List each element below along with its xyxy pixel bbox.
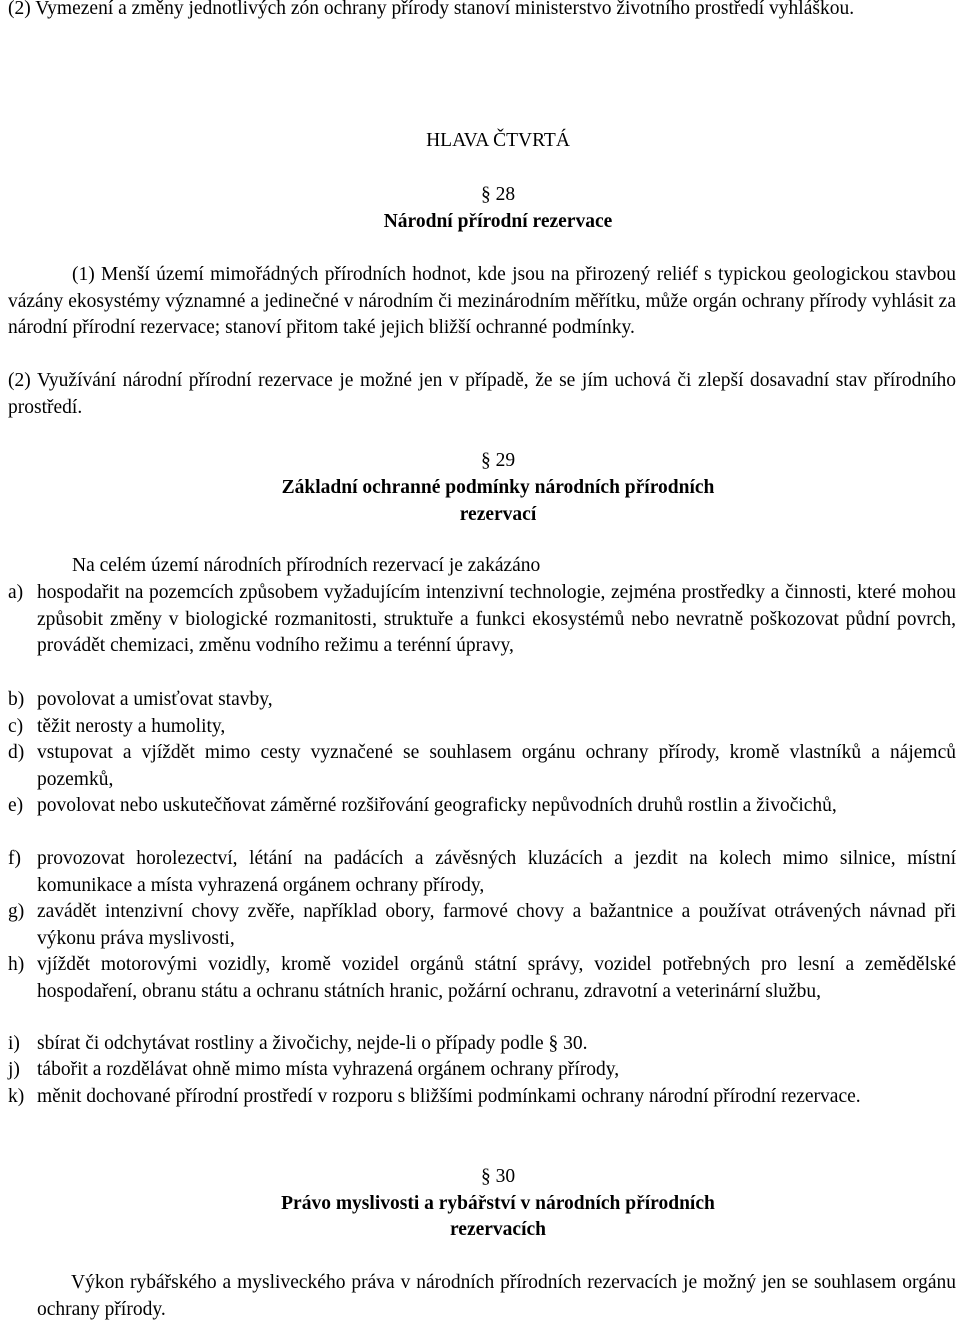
list-item [8,952,956,1005]
section-28-number: § 28 [480,184,516,205]
list-item [8,740,956,793]
list-item-text: sbírat či odchytávat rostliny a živočichy, nejde-li o případy podle § 30. [37,1033,588,1054]
section-29-lead: Na celém území národních přírodních rezervací je zakázáno [72,555,541,576]
list-item [8,1031,956,1058]
intro-paragraph: (2) Vymezení a změny jednotlivých zón ochrany přírody stanoví ministerstvo životního prostředí vyhláškou. [8,0,855,19]
list-item-text: povolovat a umisťovat stavby, [37,689,273,710]
list-item [8,846,956,899]
list-item [8,714,956,741]
list-item-letter: f) [8,848,21,869]
chapter-title: HLAVA ČTVRTÁ [426,130,570,151]
section-30-title-line-1: Právo myslivosti a rybářství v národních přírodních [281,1193,715,1214]
list-item-letter: d) [8,742,25,763]
list-item [8,580,956,660]
list-item-text: zavádět intenzivní chovy zvěře, například obory, farmové chovy a bažantnice a používat otrávených návnad při výkonu práva myslivosti, [37,901,956,949]
section-30-title-line-2: rezervacích [450,1219,546,1240]
list-item-letter: k) [8,1086,25,1107]
section-30-number: § 30 [480,1166,516,1187]
list-item [8,899,956,952]
list-item [8,1057,956,1084]
list-item-text: provozovat horolezectví, létání na padácích a závěsných kluzácích a jezdit na kolech mimo silnice, místní komunikace a místa vyhrazená orgánem ochrany přírody, [37,848,956,896]
section-28-title: Národní přírodní rezervace [383,211,613,232]
list-item-letter: h) [8,954,25,975]
list-item-letter: b) [8,689,25,710]
list-item-text: povolovat nebo uskutečňovat záměrné rozšiřování geograficky nepůvodních druhů rostlin a živočichů, [37,795,837,816]
list-item-text: tábořit a rozdělávat ohně mimo místa vyhrazená orgánem ochrany přírody, [37,1059,620,1080]
list-item-text: vjíždět motorovými vozidly, kromě vozidel orgánů státní správy, vozidel potřebných pro lesní a zemědělské hospodaření, obranu státu a ochranu státních hranic, požární ochranu, zdravotní a veterinární službu, [37,954,956,1002]
list-item-text: měnit dochované přírodní prostředí v rozporu s bližšími podmínkami ochrany národní přírodní rezervace. [37,1086,861,1107]
list-item-text: vstupovat a vjíždět mimo cesty vyznačené se souhlasem orgánu ochrany přírody, kromě vlastníků a nájemců pozemků, [37,742,956,790]
section-28-para-1: (1) Menší území mimořádných přírodních hodnot, kde jsou na přirozený reliéf s typickou geologickou stavbou vázány ekosystémy významné a jedinečné v národním či mezinárodním měřítku, může orgán ochrany přírody vyhlásit za národní přírodní rezervace; stanoví přitom také jejich bližší ochranné podmínky. [8,264,956,338]
list-item [8,687,956,714]
section-29-title-line-1: Základní ochranné podmínky národních přírodních [281,477,715,498]
list-item [8,1084,956,1111]
list-item-text: hospodařit na pozemcích způsobem vyžadujícím intenzivní technologie, zejména prostředky a činnosti, které mohou způsobit změny v biologické rozmanitosti, struktuře a funkci ekosystémů nebo nevratně poškozovat půdní povrch, provádět chemizaci, změnu vodního režimu a terénní úpravy, [37,582,956,656]
list-item-letter: g) [8,901,25,922]
list-item-letter: a) [8,582,24,603]
list-item-letter: j) [8,1059,20,1080]
section-30-para: Výkon rybářského a mysliveckého práva v národních přírodních rezervacích je možný jen se souhlasem orgánu ochrany přírody. [37,1272,956,1320]
list-item-letter: e) [8,795,24,816]
list-item [8,793,956,820]
list-item-letter: c) [8,716,24,737]
section-29-number: § 29 [480,450,516,471]
section-29-title-line-2: rezervací [459,504,537,525]
list-item-letter: i) [8,1033,20,1054]
section-28-para-2: (2) Využívání národní přírodní rezervace je možné jen v případě, že se jím uchová či zlepší dosavadní stav přírodního prostředí. [8,370,956,418]
list-item-text: těžit nerosty a humolity, [37,716,226,737]
